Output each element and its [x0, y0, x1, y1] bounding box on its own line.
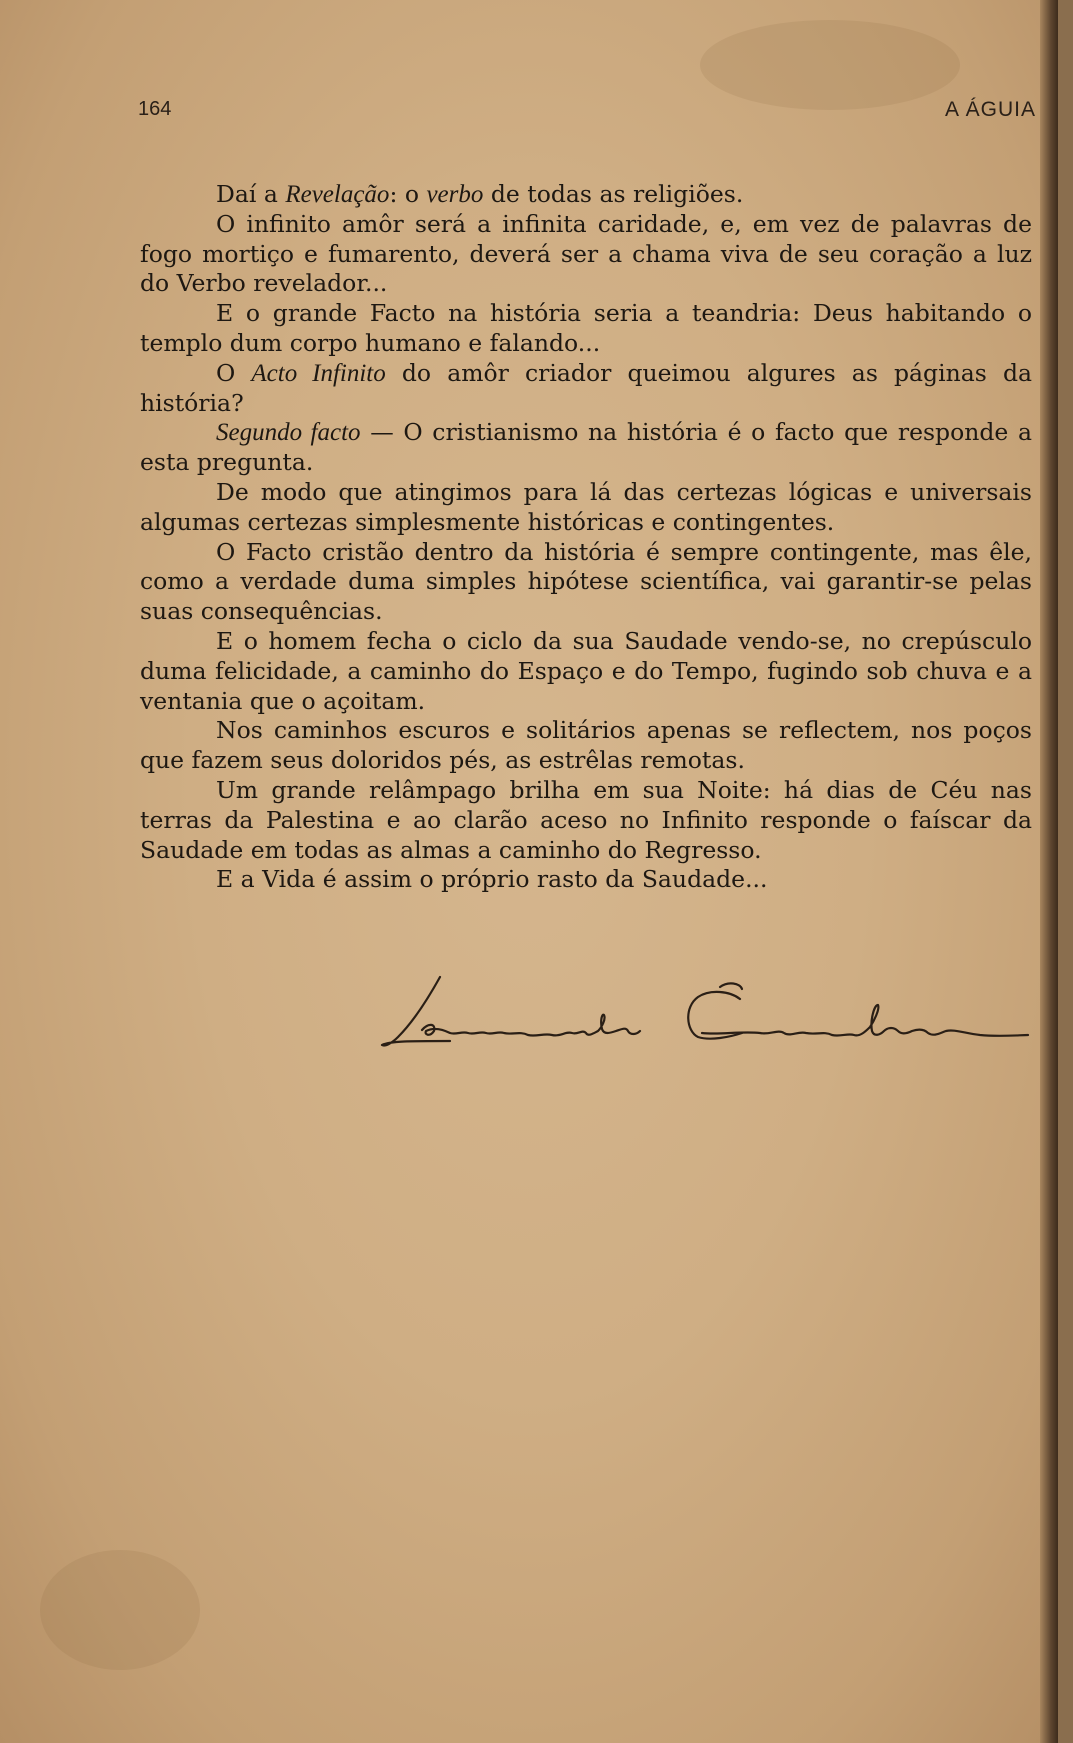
paragraph — [140, 359, 1032, 419]
text-run: Nos caminhos escuros e solitários apenas se reflectem, nos poços que fazem seus doloridos pés, as estrêlas remotas. — [140, 716, 1032, 775]
journal-title: A ÁGUIA — [944, 98, 1036, 121]
page-edge-shadow — [1040, 0, 1058, 1743]
paragraph — [140, 716, 1032, 776]
emphasized-text: Revelação — [285, 181, 390, 208]
paragraph — [140, 418, 1032, 478]
text-run: O infinito amôr será a infinita caridade, e, em vez de palavras de fogo mortiço e fumarento, deverá ser a chama viva de seu coração a luz do Verbo revelador... — [140, 209, 1032, 298]
text-run: do amôr criador queimou algures as páginas da história? — [140, 358, 1033, 417]
author-signature — [380, 975, 1030, 1055]
paragraph — [140, 478, 1032, 538]
paragraph — [140, 180, 1032, 210]
paragraph — [140, 299, 1032, 359]
text-run: Um grande relâmpago brilha em sua Noite: há dias de Céu nas terras da Palestina e ao clarão aceso no Infinito responde o faíscar da Saudade em todas as almas a caminho do Regresso. — [140, 775, 1032, 864]
paper-stain — [40, 1550, 200, 1670]
text-run: E o homem fecha o ciclo da sua Saudade vendo-se, no crepúsculo duma felicidade, a caminho do Espaço e do Tempo, fugindo sob chuva e a ventania que o açoitam. — [140, 626, 1032, 715]
running-header — [138, 96, 1036, 126]
page-number: 164 — [138, 98, 172, 120]
text-run: De modo que atingimos para lá das certezas lógicas e universais algumas certezas simplesmente históricas e contingentes. — [140, 477, 1032, 536]
text-run: E o grande Facto na história seria a teandria: Deus habitando o templo dum corpo humano e falando... — [140, 299, 1032, 357]
text-run: O — [216, 358, 252, 387]
emphasized-text: Segundo facto — [216, 419, 361, 447]
text-run: de todas as religiões. — [483, 180, 744, 208]
paragraph — [140, 210, 1032, 299]
paragraph — [140, 776, 1032, 865]
paragraph — [140, 627, 1032, 716]
text-run: Daí a — [216, 180, 286, 208]
text-run: : o — [389, 180, 427, 208]
signature-scribble — [380, 975, 1030, 1055]
article-body — [140, 180, 1032, 895]
emphasized-text: Acto Infinito — [251, 359, 386, 387]
text-run: O Facto cristão dentro da história é sempre contingente, mas êle, como a verdade duma simples hipótese scientífica, vai garantir-se pelas suas consequências. — [140, 537, 1032, 626]
text-run: — O cristianismo na história é o facto que responde a esta pregunta. — [140, 418, 1032, 477]
text-run: E a Vida é assim o próprio rasto da Saudade... — [216, 865, 768, 894]
paragraph — [140, 538, 1032, 627]
emphasized-text: verbo — [426, 181, 484, 208]
signature-text — [380, 975, 381, 976]
paragraph — [140, 865, 1032, 895]
